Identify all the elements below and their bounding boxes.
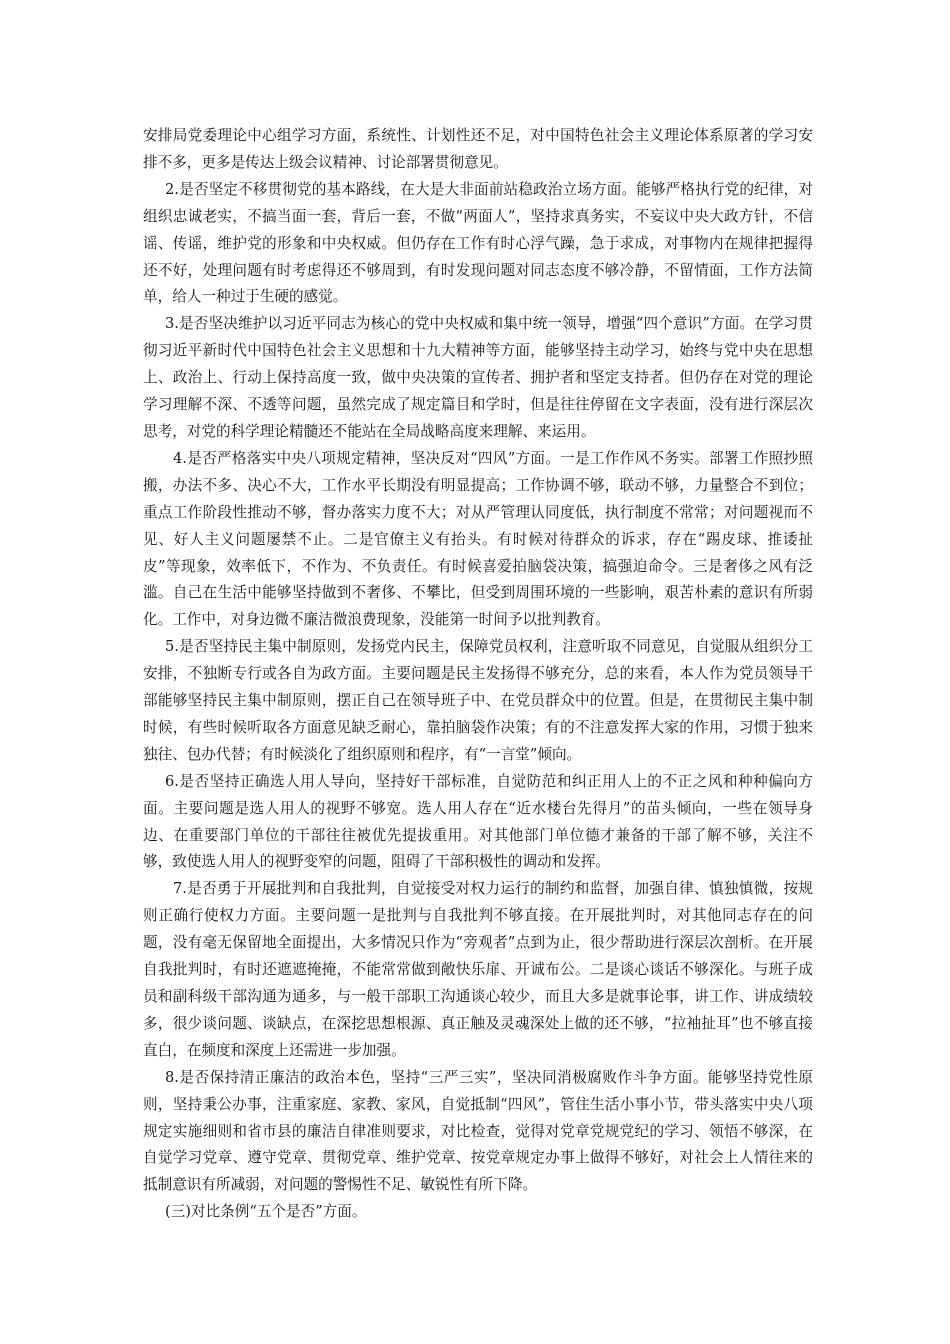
paragraph-item-2: 2.是否坚定不移贯彻党的基本路线，在大是大非面前站稳政治立场方面。能够严格执行党的纪律，对组织忠诚老实，不搞当面一套，背后一套，不做“两面人”，坚持求真务实，不妄议中央大政方针，不信谣、传谣，维护党的形象和中央权威。但仍存在工作有时心浮气躁，急于求成，对事物内在规律把握得还不好，处理问题有时考虑得还不够周到，有时发现问题对同志态度不够冷静，不留情面，工作方法简单，给人一种过于生硬的感觉。 bbox=[143, 180, 813, 306]
paragraph-item-4: 4.是否严格落实中央八项规定精神，坚决反对“四风”方面。一是工作作风不务实。部署工作照抄照搬，办法不多、决心不大，工作水平长期没有明显提高；工作协调不够，联动不够，力量整合不到位；重点工作阶段性推动不够，督办落实力度不大；对从严管理认同度低，执行制度不常常；对问题视而不见、好人主义问题屡禁不止。二是官僚主义有抬头。有时候对待群众的诉求，存在“踢皮球、推诿扯皮”等现象，效率低下，不作为、不负责任。有时候喜爱拍脑袋决策，搞强迫命令。三是奢侈之风有泛滥。自己在生活中能够坚持做到不奢侈、不攀比，但受到周围环境的一些影响，艰苦朴素的意识有所弱化。工作中，对身边微不廉洁微浪费现象，没能第一时间予以批判教育。 bbox=[143, 449, 813, 629]
paragraph-item-5: 5.是否坚持民主集中制原则，发扬党内民主，保障党员权利，注意听取不同意见，自觉服从组织分工安排，不独断专行或各自为政方面。主要问题是民主发扬得不够充分，总的来看，本人作为党员领导干部能够坚持民主集中制原则，摆正自己在领导班子中、在党员群众中的位置。但是，在贯彻民主集中制时候，有些时候听取各方面意见缺乏耐心，靠拍脑袋作决策；有的不注意发挥大家的作用，习惯于独来独往、包办代替；有时候淡化了组织原则和程序，有“一言堂”倾向。 bbox=[143, 638, 813, 763]
document-body bbox=[143, 123, 813, 1226]
paragraph-continued: 安排局党委理论中心组学习方面，系统性、计划性还不足，对中国特色社会主义理论体系原著的学习安排不多，更多是传达上级会议精神、讨论部署贯彻意见。 bbox=[143, 127, 813, 171]
paragraph-item-6: 6.是否坚持正确选人用人导向，坚持好干部标准，自觉防范和纠正用人上的不正之风和种种偏向方面。主要问题是选人用人的视野不够宽。选人用人存在“近水楼台先得月”的苗头倾向，一些在领导身边、在重要部门单位的干部往往被优先提拔重用。对其他部门单位德才兼备的干部了解不够，关注不够，致使选人用人的视野变窄的问题，阻碍了干部积极性的调动和发挥。 bbox=[143, 772, 813, 871]
paragraph-item-7: 7.是否勇于开展批判和自我批判，自觉接受对权力运行的制约和监督，加强自律、慎独慎微，按规则正确行使权力方面。主要问题一是批判与自我批判不够直接。在开展批判时，对其他同志存在的问题，没有毫无保留地全面提出，大多情况只作为“旁观者”点到为止，很少帮助进行深层次剖析。在开展自我批判时，有时还遮遮掩掩，不能常常做到敞快乐扉、开诚布公。二是谈心谈话不够深化。与班子成员和副科级干部沟通为通多，与一般干部职工沟通谈心较少，而且大多是就事论事，讲工作、讲成绩较多，很少谈问题、谈缺点，在深挖思想根源、真正触及灵魂深处上做的还不够，“拉袖扯耳”也不够直接直白，在频度和深度上还需进一步加强。 bbox=[143, 880, 813, 1059]
paragraph-item-3: 3.是否坚决维护以习近平同志为核心的党中央权威和集中统一领导，增强“四个意识”方面。在学习贯彻习近平新时代中国特色社会主义思想和十九大精神等方面，能够坚持主动学习，始终与党中央在思想上、政治上、行动上保持高度一致，做中央决策的宣传者、拥护者和坚定支持者。但仍存在对党的理论学习理解不深、不透等问题，虽然完成了规定篇目和学时，但是往往停留在文字表面，没有进行深层次思考，对党的科学理论精髓还不能站在全局战略高度来理解、来运用。 bbox=[143, 315, 813, 440]
section-heading: (三)对比条例“五个是否”方面。 bbox=[165, 1203, 367, 1221]
paragraph-item-8: 8.是否保持清正廉洁的政治本色，坚持“三严三实”，坚决同消极腐败作斗争方面。能够坚持党性原则，坚持秉公办事，注重家庭、家教、家风，自觉抵制“四风”，管住生活小事小节，带头落实中央八项规定实施细则和省市县的廉洁自律准则要求，对比检查，觉得对党章党规党纪的学习、领悟不够深，在自觉学习党章、遵守党章、贯彻党章、维护党章、按党章规定办事上做得不够好，对社会上人情往来的抵制意识有所减弱，对问题的警惕性不足、敏锐性有所下降。 bbox=[143, 1068, 813, 1194]
